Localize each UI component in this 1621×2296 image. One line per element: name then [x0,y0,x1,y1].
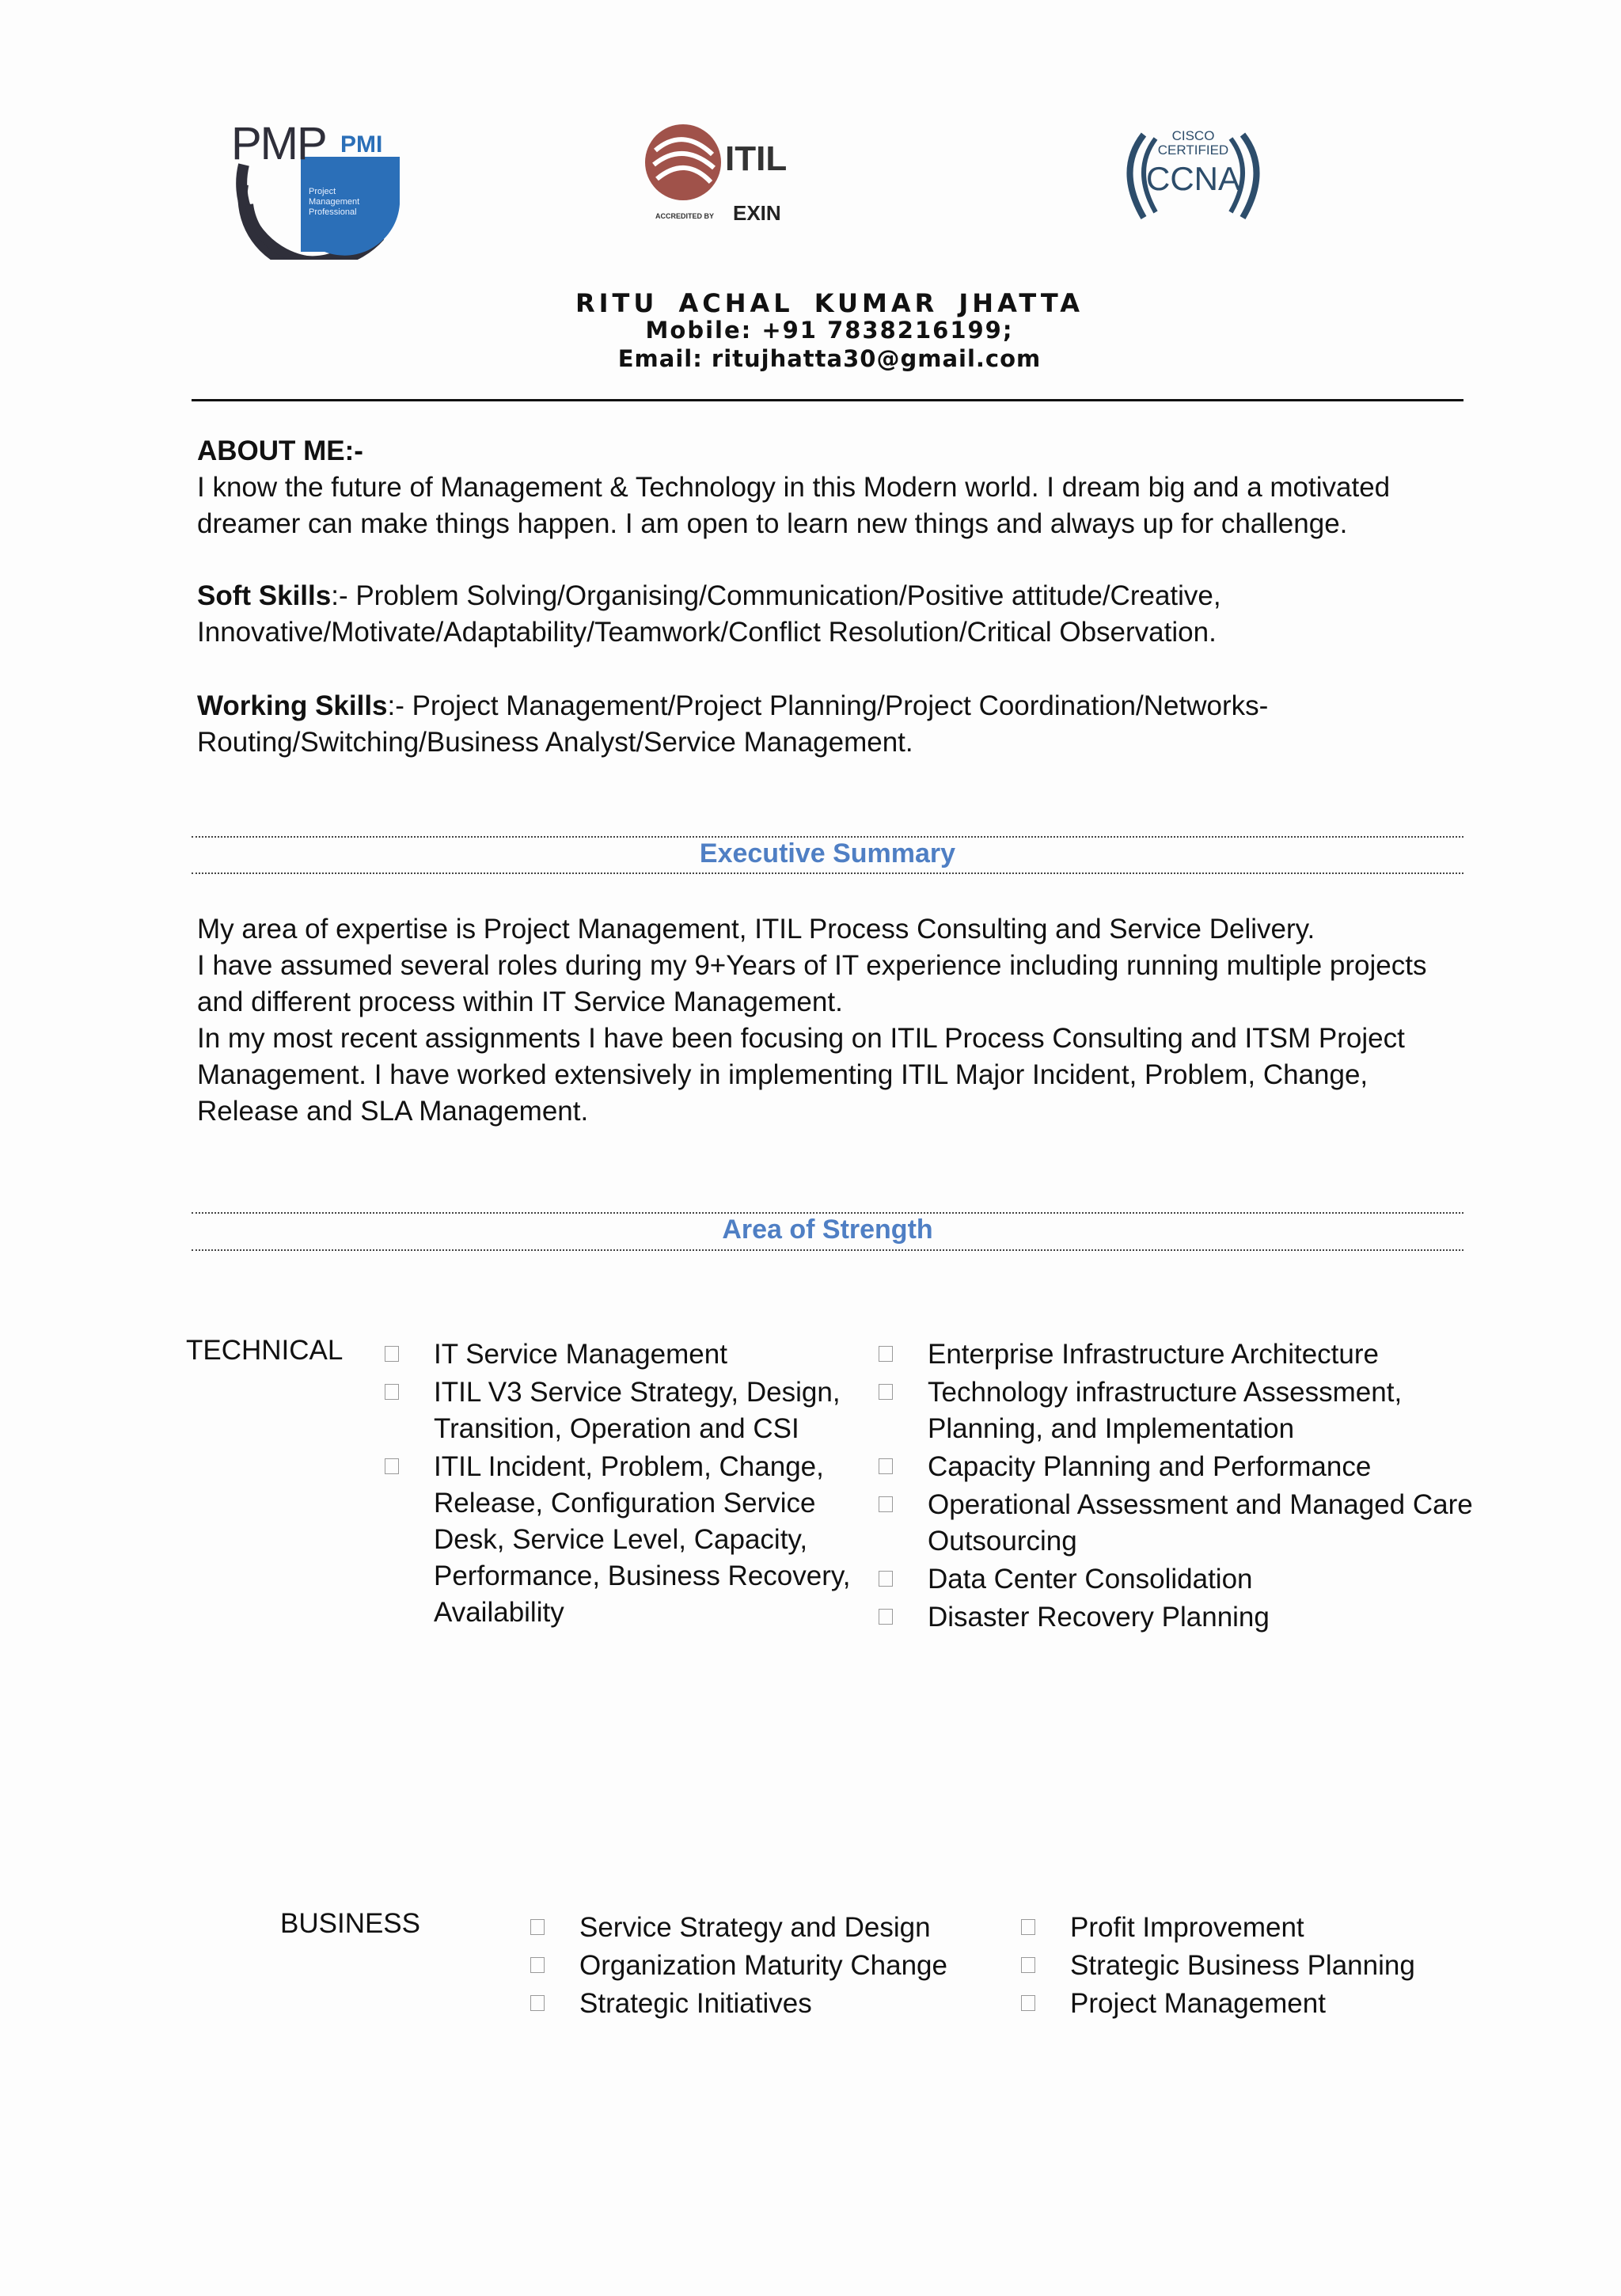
ccna-text: CCNA [1145,160,1240,197]
bullet-box-icon [879,1346,893,1362]
about-heading: ABOUT ME:- [197,435,363,466]
list-item: ITIL V3 Service Strategy, Design, Transition, Operation and CSI [385,1374,860,1447]
cisco-text: CISCO [1171,128,1215,143]
strength-bottom-rule [192,1249,1463,1251]
candidate-name: RITU ACHAL KUMAR JHATTA [575,288,1084,318]
exec-summary-line: Release and SLA Management. [197,1096,589,1127]
exec-summary-line: Management. I have worked extensively in implementing ITIL Major Incident, Problem, Change, [197,1059,1369,1090]
exec-summary-line: I have assumed several roles during my 9+Years of IT experience including running multiple projects [197,950,1427,981]
email-address: Email: ritujhatta30@gmail.com [617,345,1042,372]
list-item: Capacity Planning and Performance [879,1449,1480,1485]
list-item: Organization Maturity Change [530,1948,1005,1984]
exec-summary-body [197,911,1463,1130]
working-skills-line-1: :- Project Management/Project Planning/Project Coordination/Networks- [387,690,1269,721]
business-left-list [530,1910,1005,2024]
certified-text: CERTIFIED [1157,143,1229,158]
itil-swirl-icon [640,119,727,206]
business-right-list [1021,1910,1464,2024]
soft-skills-line-2: Innovative/Motivate/Adaptability/Teamwork/Conflict Resolution/Critical Observation. [197,617,1217,648]
technical-right-list [879,1336,1480,1637]
exec-summary-title: Executive Summary [699,838,956,869]
list-item: Profit Improvement [1021,1910,1464,1946]
list-item: Operational Assessment and Managed Care Outsourcing [879,1487,1480,1560]
bullet-box-icon [385,1346,399,1362]
itil-logo [640,119,814,230]
itil-accredited: ACCREDITED BY [655,212,715,220]
bullet-box-icon [530,1995,545,2011]
bullet-box-icon [879,1571,893,1587]
exec-summary-line: and different process within IT Service Management. [197,986,843,1017]
list-item: IT Service Management [385,1336,860,1373]
bullet-box-icon [879,1609,893,1625]
mobile-number: Mobile: +91 7838216199; [645,317,1014,344]
exec-summary-line: In my most recent assignments I have been focusing on ITIL Process Consulting and ITSM Project [197,1023,1405,1054]
business-label: BUSINESS [280,1908,420,1939]
about-line-1: I know the future of Management & Technology in this Modern world. I dream big and a motivated [197,472,1391,503]
about-line-2: dreamer can make things happen. I am open to learn new things and always up for challenge. [197,508,1348,539]
bullet-box-icon [879,1458,893,1474]
list-item: ITIL Incident, Problem, Change, Release, Configuration Service Desk, Service Level, Capacity, Performance, Business Recovery, Availability [385,1449,860,1631]
strength-title: Area of Strength [722,1215,933,1245]
header-divider [192,399,1463,401]
technical-label: TECHNICAL [186,1335,344,1366]
bullet-box-icon [1021,1919,1035,1935]
exec-summary-bottom-rule [192,872,1463,874]
bullet-box-icon [1021,1995,1035,2011]
pmp-text: PMP [231,118,326,169]
list-item: Technology infrastructure Assessment, Planning, and Implementation [879,1374,1480,1447]
list-item: Disaster Recovery Planning [879,1599,1480,1636]
soft-skills-label: Soft Skills [197,580,332,611]
working-skills-label: Working Skills [197,690,388,721]
pmi-text: PMI [340,131,383,158]
exec-summary-line: My area of expertise is Project Management, ITIL Process Consulting and Service Delivery. [197,914,1315,945]
itil-text: ITIL [725,139,788,178]
soft-skills-line-1: :- Problem Solving/Organising/Communication/Positive attitude/Creative, [331,580,1221,611]
soft-skills [197,578,1463,651]
about-section [197,433,1463,542]
exec-summary-top-rule [192,836,1463,838]
bullet-box-icon [385,1458,399,1474]
list-item: Strategic Initiatives [530,1986,1005,2022]
bullet-box-icon [530,1919,545,1935]
bullet-box-icon [385,1384,399,1400]
list-item: Strategic Business Planning [1021,1948,1464,1984]
working-skills-line-2: Routing/Switching/Business Analyst/Service Management. [197,727,913,758]
pmp-logo [230,117,404,260]
bullet-box-icon [530,1957,545,1973]
ccna-logo [1112,119,1274,230]
exin-text: EXIN [733,201,781,225]
list-item: Project Management [1021,1986,1464,2022]
working-skills [197,688,1463,761]
bullet-box-icon [1021,1957,1035,1973]
list-item: Service Strategy and Design [530,1910,1005,1946]
bullet-box-icon [879,1384,893,1400]
bullet-box-icon [879,1496,893,1512]
technical-left-list [385,1336,860,1633]
pmp-caption: Project Management Professional [309,187,360,217]
list-item: Enterprise Infrastructure Architecture [879,1336,1480,1373]
list-item: Data Center Consolidation [879,1561,1480,1598]
strength-top-rule [192,1212,1463,1214]
